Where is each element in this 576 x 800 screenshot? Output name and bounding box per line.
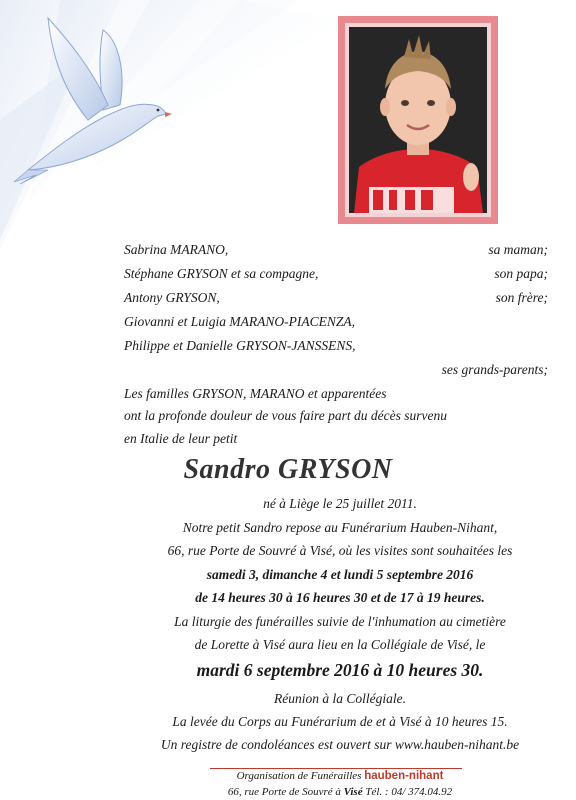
portrait-photo bbox=[349, 27, 487, 213]
footer-organisation bbox=[200, 770, 480, 782]
visit-days: samedi 3, dimanche 4 et lundi 5 septembre 2016 bbox=[206, 567, 474, 582]
family-name: Philippe et Danielle GRYSON-JANSSENS, bbox=[124, 338, 356, 353]
family-relation: son papa; bbox=[494, 266, 548, 281]
family-name: Stéphane GRYSON et sa compagne, bbox=[124, 266, 319, 281]
intro-line: Les familles GRYSON, MARANO et apparentées bbox=[124, 386, 387, 401]
birth-line: né à Liège le 25 juillet 2011. bbox=[263, 496, 417, 511]
footer-address-text: 66, rue Porte de Souvré à bbox=[227, 786, 341, 798]
family-relation: ses grands-parents; bbox=[441, 362, 548, 377]
footer-address bbox=[200, 786, 480, 798]
family-relation: son frère; bbox=[495, 290, 548, 305]
visit-hours: de 14 heures 30 à 16 heures 30 et de 17 à 19 heures. bbox=[195, 590, 485, 605]
dove-icon bbox=[8, 10, 173, 185]
body-line: Notre petit Sandro repose au Funérarium Hauben-Nihant, bbox=[182, 520, 498, 535]
family-relation: sa maman; bbox=[488, 242, 548, 257]
body-line: 66, rue Porte de Souvré à Visé, où les visites sont souhaitées les bbox=[167, 543, 513, 558]
family-name: Sabrina MARANO, bbox=[124, 242, 229, 257]
body-line: de Lorette à Visé aura lieu en la Collégiale de Visé, le bbox=[194, 637, 486, 652]
body-line: Réunion à la Collégiale. bbox=[274, 691, 406, 706]
family-name: Giovanni et Luigia MARANO-PIACENZA, bbox=[124, 314, 355, 329]
body-line: La liturgie des funérailles suivie de l'inhumation au cimetière bbox=[174, 614, 506, 629]
footer-org-prefix: Organisation de Funérailles bbox=[236, 770, 362, 782]
child-portrait-image bbox=[349, 27, 487, 213]
brand-logo-text: hauben-nihant bbox=[364, 770, 444, 782]
footer-divider bbox=[210, 768, 462, 769]
intro-line: en Italie de leur petit bbox=[124, 431, 238, 446]
intro-line: ont la profonde douleur de vous faire part du décès survenu bbox=[124, 408, 447, 423]
family-name: Antony GRYSON, bbox=[124, 290, 220, 305]
condolence-line: Un registre de condoléances est ouvert sur www.hauben-nihant.be bbox=[160, 737, 520, 752]
portrait-frame bbox=[338, 16, 498, 224]
deceased-name: Sandro GRYSON bbox=[183, 454, 393, 485]
footer-phone: Tél. : 04/ 374.04.92 bbox=[365, 786, 453, 798]
body-line: La levée du Corps au Funérarium de et à Visé à 10 heures 15. bbox=[172, 714, 508, 729]
footer-address-town: Visé bbox=[343, 786, 363, 798]
funeral-date: mardi 6 septembre 2016 à 10 heures 30. bbox=[196, 660, 484, 680]
